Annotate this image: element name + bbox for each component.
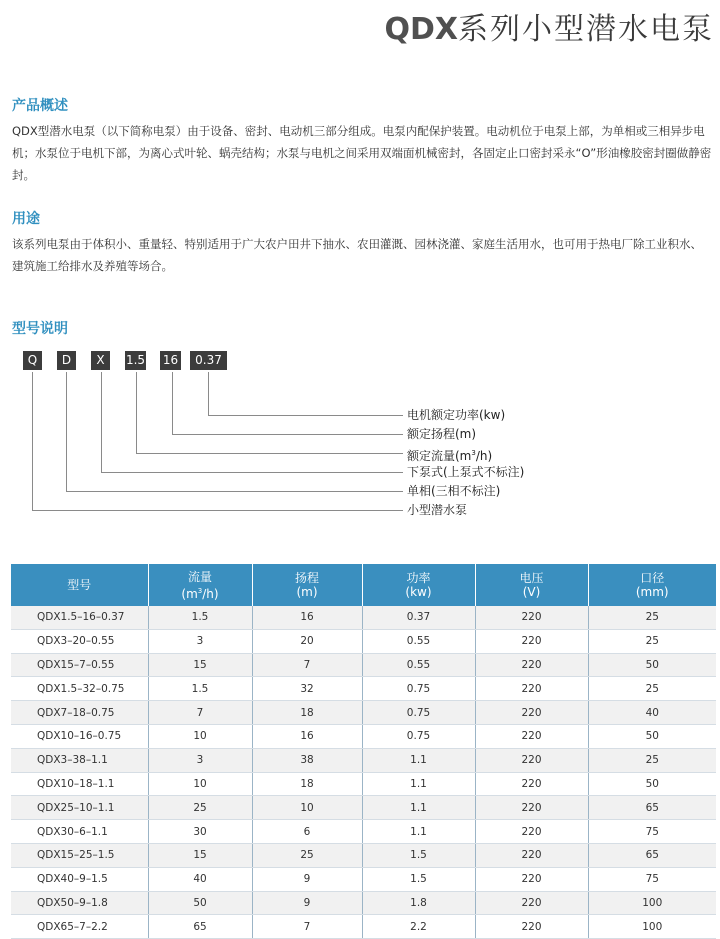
- cell-model: QDX3–20–0.55: [11, 629, 148, 653]
- usage-text: 该系列电泵由于体积小、重量轻、特别适用于广大农户田井下抽水、农田灌溉、园林浇灌、家庭生活用水，也可用于热电厂除工业积水、建筑施工给排水及养殖等场合。: [12, 237, 702, 273]
- cell-caliber: 25: [588, 677, 716, 701]
- cell-head: 9: [252, 867, 362, 891]
- cell-model: QDX30–6–1.1: [11, 820, 148, 844]
- leader-line-flow: [136, 372, 137, 453]
- table-row: [11, 724, 716, 748]
- cell-voltage: 220: [475, 796, 588, 820]
- model-box-x: X: [91, 351, 110, 370]
- table-row: [11, 748, 716, 772]
- cell-caliber: 65: [588, 843, 716, 867]
- leader-line-power-h: [208, 415, 403, 416]
- table-row: [11, 843, 716, 867]
- leader-line-flow-h: [136, 453, 403, 454]
- cell-head: 9: [252, 891, 362, 915]
- cell-caliber: 65: [588, 796, 716, 820]
- leader-line-x-h: [101, 472, 403, 473]
- page-title: [384, 4, 714, 48]
- leader-line-d: [66, 372, 67, 491]
- cell-flow: 30: [148, 820, 252, 844]
- leader-line-head: [172, 372, 173, 434]
- table-row: [11, 677, 716, 701]
- model-box-d: D: [57, 351, 76, 370]
- cell-model: QDX7–18–0.75: [11, 701, 148, 725]
- cell-model: QDX50–9–1.8: [11, 891, 148, 915]
- cell-model: QDX1.5–32–0.75: [11, 677, 148, 701]
- cell-power: 0.75: [362, 677, 475, 701]
- overview-heading: 产品概述: [12, 98, 68, 114]
- table-row: [11, 891, 716, 915]
- cell-power: 0.75: [362, 724, 475, 748]
- title-code: QDX: [384, 12, 458, 47]
- table-row: [11, 629, 716, 653]
- cell-flow: 3: [148, 748, 252, 772]
- cell-power: 0.75: [362, 701, 475, 725]
- annotation-small-pump: 小型潜水泵: [407, 503, 468, 517]
- cell-head: 18: [252, 701, 362, 725]
- cell-voltage: 220: [475, 701, 588, 725]
- cell-flow: 50: [148, 891, 252, 915]
- cell-flow: 65: [148, 915, 252, 939]
- cell-caliber: 50: [588, 724, 716, 748]
- overview-text: QDX型潜水电泵（以下简称电泵）由于设备、密封、电动机三部分组成。电泵内配保护装置。电动机位于电泵上部，为单相或三相异步电机；水泵位于电机下部，为离心式叶轮、蜗壳结构；水泵与电机之间采用双端面机械密封，各固定止口密封采永“O”形油橡胶密封圈做静密封。: [12, 124, 712, 182]
- cell-voltage: 220: [475, 629, 588, 653]
- cell-power: 1.5: [362, 843, 475, 867]
- header-flow: 流量 $(m^3/h)$: [148, 564, 252, 606]
- table-row: [11, 772, 716, 796]
- cell-flow: 1.5: [148, 677, 252, 701]
- cell-model: QDX10–18–1.1: [11, 772, 148, 796]
- cell-voltage: 220: [475, 891, 588, 915]
- header-model: 型号: [11, 564, 148, 606]
- table-row: [11, 820, 716, 844]
- cell-caliber: 25: [588, 748, 716, 772]
- table-row: [11, 796, 716, 820]
- cell-flow: 25: [148, 796, 252, 820]
- cell-caliber: 50: [588, 653, 716, 677]
- annotation-flow: 额定流量$(m^3/h)$: [407, 449, 493, 463]
- cell-flow: 10: [148, 772, 252, 796]
- leader-line-power: [208, 372, 209, 415]
- cell-head: 18: [252, 772, 362, 796]
- cell-head: 7: [252, 915, 362, 939]
- cell-head: 32: [252, 677, 362, 701]
- annotation-head: 额定扬程(m): [407, 427, 477, 441]
- cell-caliber: 75: [588, 867, 716, 891]
- title-text: 系列小型潜水电泵: [458, 12, 714, 47]
- model-box-power: 0.37: [190, 351, 227, 370]
- cell-model: QDX15–7–0.55: [11, 653, 148, 677]
- cell-flow: 1.5: [148, 606, 252, 629]
- cell-head: 16: [252, 724, 362, 748]
- cell-model: QDX10–16–0.75: [11, 724, 148, 748]
- table-row: [11, 606, 716, 629]
- cell-model: QDX65–7–2.2: [11, 915, 148, 939]
- cell-head: 38: [252, 748, 362, 772]
- cell-power: 1.5: [362, 867, 475, 891]
- cell-voltage: 220: [475, 653, 588, 677]
- cell-model: QDX25–10–1.1: [11, 796, 148, 820]
- cell-voltage: 220: [475, 843, 588, 867]
- cell-voltage: 220: [475, 724, 588, 748]
- model-box-head: 16: [160, 351, 181, 370]
- cell-flow: 7: [148, 701, 252, 725]
- cell-head: 7: [252, 653, 362, 677]
- usage-heading: 用途: [12, 211, 40, 227]
- cell-voltage: 220: [475, 772, 588, 796]
- cell-flow: 40: [148, 867, 252, 891]
- header-voltage: 电压 (V): [475, 564, 588, 606]
- table-row: [11, 867, 716, 891]
- annotation-power: 电机额定功率(kw): [407, 408, 506, 422]
- header-caliber: 口径 (mm): [588, 564, 716, 606]
- cell-model: QDX3–38–1.1: [11, 748, 148, 772]
- header-power: 功率 (kw): [362, 564, 475, 606]
- leader-line-x: [101, 372, 102, 472]
- model-box-q: Q: [23, 351, 42, 370]
- annotation-lower-pump: 下泵式(上泵式不标注): [407, 465, 525, 479]
- cell-power: 1.1: [362, 748, 475, 772]
- cell-caliber: 100: [588, 891, 716, 915]
- cell-model: QDX40–9–1.5: [11, 867, 148, 891]
- cell-model: QDX1.5–16–0.37: [11, 606, 148, 629]
- cell-caliber: 100: [588, 915, 716, 939]
- cell-caliber: 50: [588, 772, 716, 796]
- leader-line-q-h: [32, 510, 403, 511]
- leader-line-head-h: [172, 434, 403, 435]
- cell-head: 25: [252, 843, 362, 867]
- leader-line-q: [32, 372, 33, 510]
- cell-flow: 10: [148, 724, 252, 748]
- spec-table: [11, 564, 716, 939]
- cell-power: 1.1: [362, 820, 475, 844]
- table-header-row: [11, 564, 716, 606]
- cell-voltage: 220: [475, 867, 588, 891]
- model-box-flow: 1.5: [125, 351, 146, 370]
- table-row: [11, 701, 716, 725]
- table-row: [11, 653, 716, 677]
- cell-flow: 15: [148, 843, 252, 867]
- table-row: [11, 915, 716, 939]
- model-explain-heading: 型号说明: [12, 321, 68, 337]
- cell-power: 0.55: [362, 629, 475, 653]
- cell-head: 20: [252, 629, 362, 653]
- cell-power: 2.2: [362, 915, 475, 939]
- cell-power: 1.1: [362, 796, 475, 820]
- cell-head: 6: [252, 820, 362, 844]
- annotation-single-phase: 单相(三相不标注): [407, 484, 501, 498]
- cell-power: 0.55: [362, 653, 475, 677]
- cell-caliber: 40: [588, 701, 716, 725]
- cell-power: 0.37: [362, 606, 475, 629]
- cell-voltage: 220: [475, 748, 588, 772]
- cell-voltage: 220: [475, 820, 588, 844]
- cell-caliber: 25: [588, 606, 716, 629]
- cell-voltage: 220: [475, 606, 588, 629]
- cell-head: 16: [252, 606, 362, 629]
- cell-head: 10: [252, 796, 362, 820]
- cell-voltage: 220: [475, 677, 588, 701]
- cell-model: QDX15–25–1.5: [11, 843, 148, 867]
- cell-caliber: 75: [588, 820, 716, 844]
- leader-line-d-h: [66, 491, 403, 492]
- cell-flow: 3: [148, 629, 252, 653]
- cell-flow: 15: [148, 653, 252, 677]
- cell-power: 1.8: [362, 891, 475, 915]
- cell-caliber: 25: [588, 629, 716, 653]
- header-head: 扬程 (m): [252, 564, 362, 606]
- cell-voltage: 220: [475, 915, 588, 939]
- cell-power: 1.1: [362, 772, 475, 796]
